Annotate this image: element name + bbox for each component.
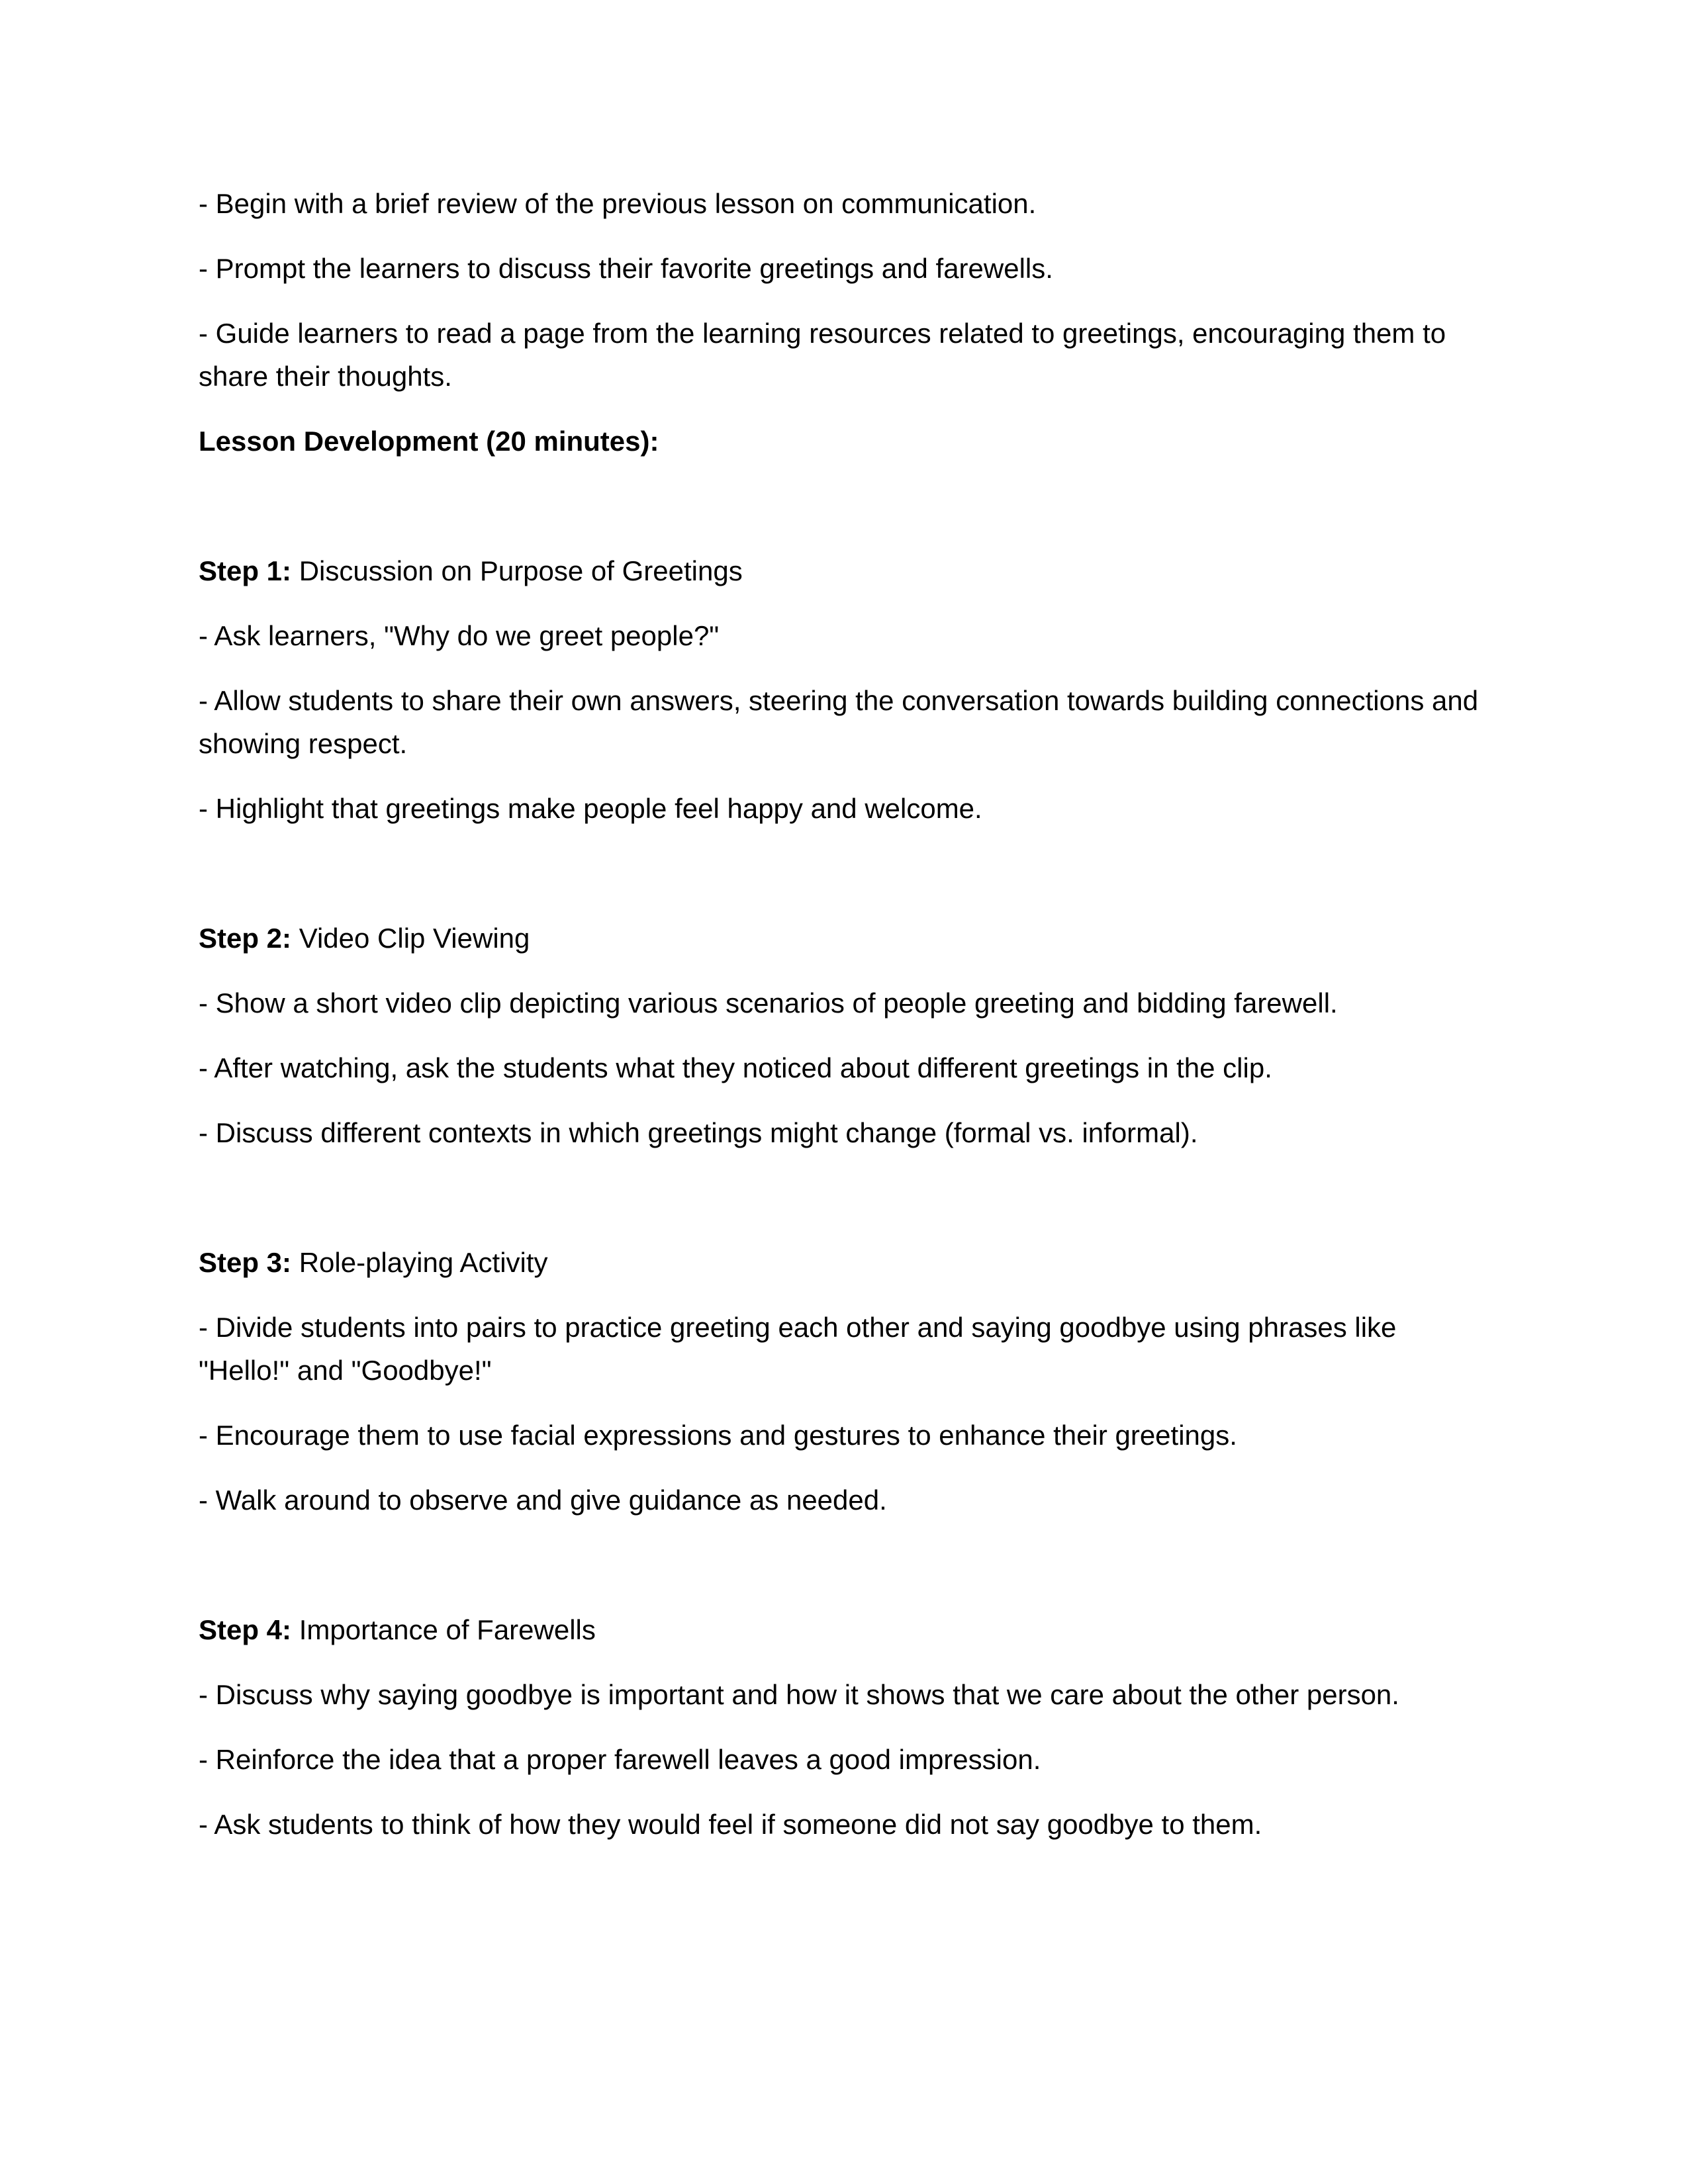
step-bullet: - Ask learners, "Why do we greet people?" [199, 620, 720, 651]
step-label: Step 1: [199, 555, 292, 586]
step-heading [199, 549, 1489, 592]
blank-line [199, 1176, 1489, 1219]
step-heading [199, 917, 1489, 960]
step-label: Step 3: [199, 1247, 292, 1278]
step-bullet: - Divide students into pairs to practice greeting each other and saying goodbye using phrases like "Hello!" and "Goodbye!" [199, 1312, 1397, 1386]
step-bullet: - Discuss different contexts in which greetings might change (formal vs. informal). [199, 1117, 1198, 1148]
step-label: Step 4: [199, 1614, 292, 1645]
step-title: Video Clip Viewing [299, 923, 530, 954]
step-bullet: - After watching, ask the students what they noticed about different greetings in the clip. [199, 1052, 1272, 1083]
step-bullet: - Highlight that greetings make people feel happy and welcome. [199, 793, 982, 824]
intro-bullet: - Guide learners to read a page from the learning resources related to greetings, encouraging them to share their thoughts. [199, 318, 1446, 392]
step-bullet: - Walk around to observe and give guidance as needed. [199, 1484, 887, 1516]
intro-bullet: - Prompt the learners to discuss their favorite greetings and farewells. [199, 253, 1053, 284]
blank-line [199, 1543, 1489, 1586]
step-bullet: - Show a short video clip depicting various scenarios of people greeting and bidding farewell. [199, 987, 1338, 1019]
step-heading [199, 1241, 1489, 1284]
step-bullet: - Encourage them to use facial expressions and gestures to enhance their greetings. [199, 1420, 1237, 1451]
step-title: Discussion on Purpose of Greetings [299, 555, 743, 586]
step-title: Role-playing Activity [299, 1247, 548, 1278]
blank-line [199, 852, 1489, 895]
step-title: Importance of Farewells [299, 1614, 596, 1645]
step-bullet: - Ask students to think of how they would feel if someone did not say goodbye to them. [199, 1809, 1262, 1840]
step-bullet: - Discuss why saying goodbye is important and how it shows that we care about the other person. [199, 1679, 1399, 1710]
step-label: Step 2: [199, 923, 292, 954]
step-heading [199, 1608, 1489, 1651]
intro-bullet: - Begin with a brief review of the previous lesson on communication. [199, 188, 1037, 219]
step-bullet: - Allow students to share their own answers, steering the conversation towards building connections and showing respect. [199, 685, 1479, 759]
section-heading: Lesson Development (20 minutes): [199, 426, 659, 457]
blank-line [199, 484, 1489, 527]
step-bullet: - Reinforce the idea that a proper farewell leaves a good impression. [199, 1744, 1041, 1775]
